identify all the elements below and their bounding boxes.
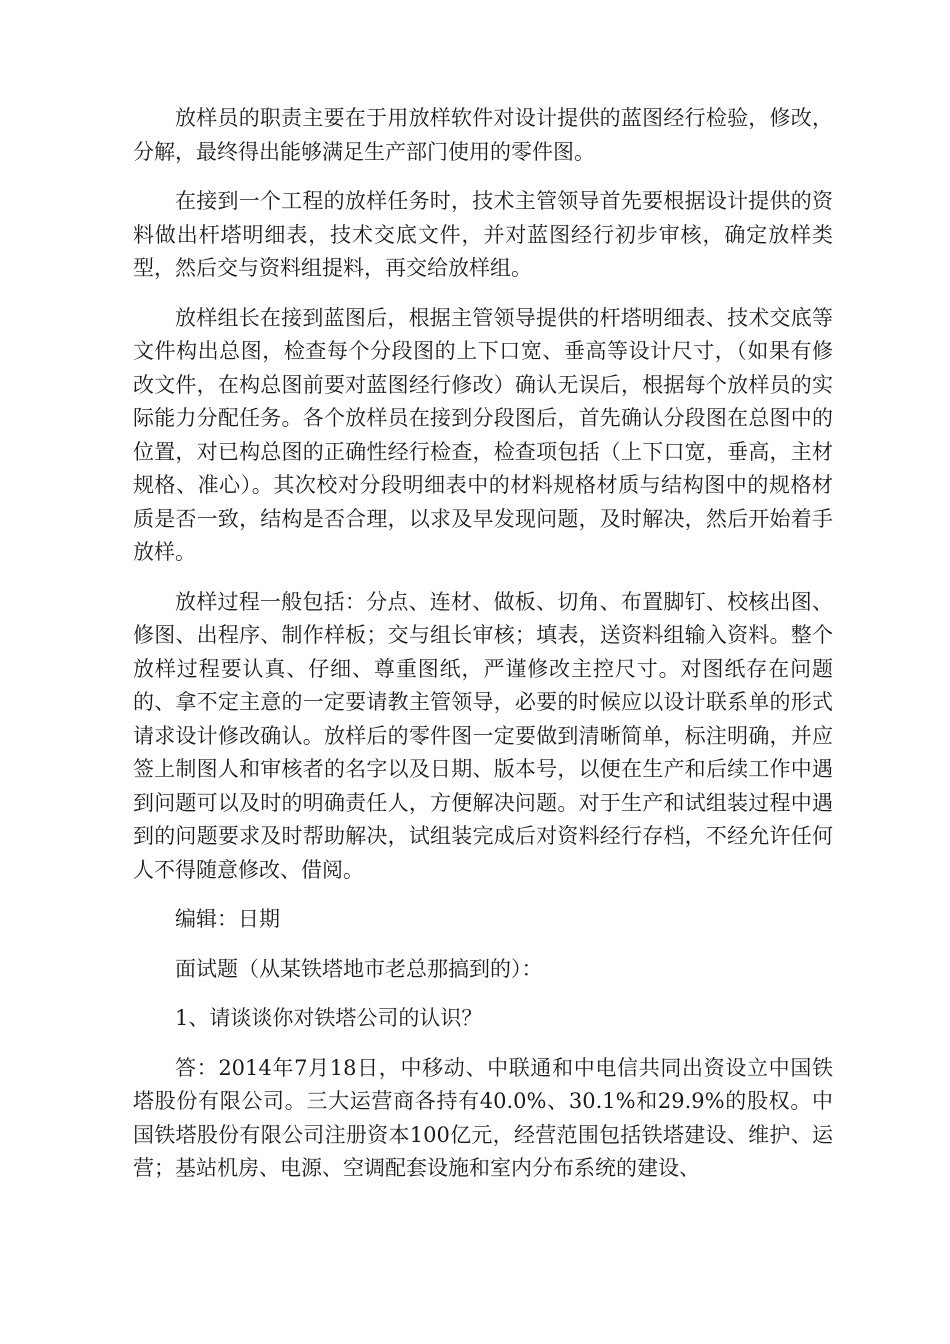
paragraph-lofter-duties: 放样员的职责主要在于用放样软件对设计提供的蓝图经行检验，修改，分解，最终得出能够满足生产部门使用的零件图。 bbox=[133, 106, 833, 164]
paragraph-lofting-process: 放样过程一般包括：分点、连材、做板、切角、布置脚钉、校核出图、修图、出程序、制作样板；交与组长审核；填表，送资料组输入资料。整个放样过程要认真、仔细、尊重图纸，严谨修改主控尺寸。对图纸存在问题的、拿不定主意的一定要请教主管领导，必要的时候应以设计联系单的形式请求设计修改确认。放样后的零件图一定要做到清晰简单，标注明确，并应签上制图人和审核者的名字以及日期、版本号，以便在生产和后续工作中遇到问题可以及时的明确责任人，方便解决问题。对于生产和试组装过程中遇到的问题要求及时帮助解决，试组装完成后对资料经行存档，不经允许任何人不得随意修改、借阅。 bbox=[133, 589, 833, 882]
paragraph-question-1: 1、请谈谈你对铁塔公司的认识？ bbox=[175, 1006, 483, 1030]
document-page bbox=[133, 102, 833, 1202]
paragraph-team-leader: 放样组长在接到蓝图后，根据主管领导提供的杆塔明细表、技术交底等文件构出总图，检查每个分段图的上下口宽、垂高等设计尺寸，（如果有修改文件，在构总图前要对蓝图经行修改）确认无误后，根据每个放样员的实际能力分配任务。各个放样员在接到分段图后，首先确认分段图在总图中的位置，对已构总图的正确性经行检查，检查项包括（上下口宽，垂高，主材规格、准心）。其次校对分段明细表中的材料规格材质与结构图中的规格材质是否一致，结构是否合理，以求及早发现问题，及时解决，然后开始着手放样。 bbox=[133, 305, 833, 564]
paragraph-task-receipt: 在接到一个工程的放样任务时，技术主管领导首先要根据设计提供的资料做出杆塔明细表，技术交底文件，并对蓝图经行初步审核，确定放样类型，然后交与资料组提料，再交给放样组。 bbox=[133, 189, 833, 280]
paragraph-editor-date: 编辑：日期 bbox=[175, 907, 280, 931]
paragraph-answer-1: 答：2014年7月18日，中移动、中联通和中电信共同出资设立中国铁塔股份有限公司。三大运营商各持有40.0%、30.1%和29.9%的股权。中国铁塔股份有限公司注册资本100亿元，经营范围包括铁塔建设、维护、运营；基站机房、电源、空调配套设施和室内分布系统的建设、 bbox=[133, 1055, 833, 1180]
paragraph-interview-heading: 面试题（从某铁塔地市老总那搞到的）： bbox=[175, 956, 543, 981]
